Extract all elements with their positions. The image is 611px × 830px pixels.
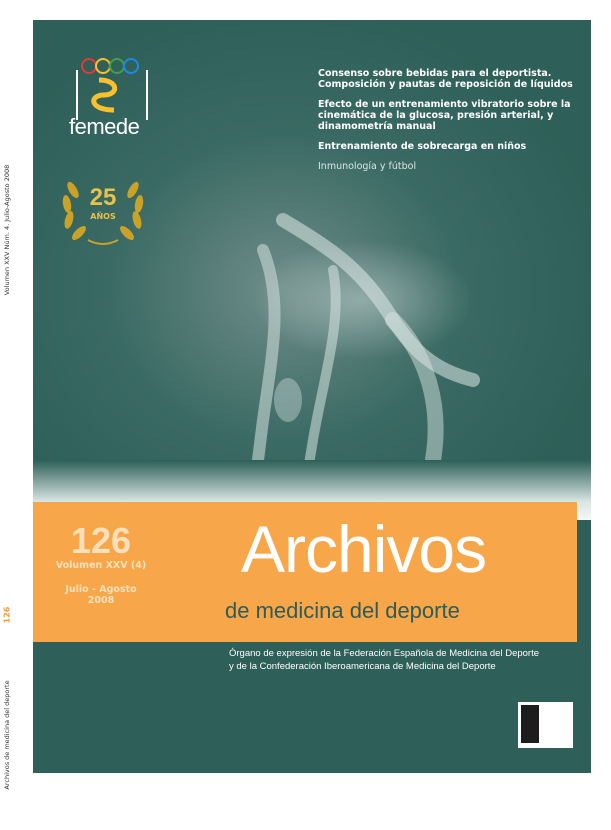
organ-line-1: Órgano de expresión de la Federación Española de Medicina del Deporte bbox=[229, 648, 540, 659]
spine-journal-name: Archivos de medicina del deporte bbox=[3, 680, 11, 790]
organ-statement bbox=[229, 647, 569, 673]
anniversary-badge bbox=[53, 170, 153, 250]
headline-3: Entrenamiento de sobrecarga en niños bbox=[318, 141, 527, 152]
publisher-logo bbox=[518, 702, 573, 748]
spine-volume-text: Volumen XXV Núm. 4. Julio-Agosto 2008 bbox=[3, 164, 11, 296]
publisher-mark-icon bbox=[521, 705, 539, 743]
journal-subtitle: de medicina del deporte bbox=[225, 598, 460, 623]
cover-headlines bbox=[318, 68, 588, 181]
issue-date-months: Julio - Agosto bbox=[65, 584, 137, 595]
anniversary-label: AÑOS bbox=[90, 212, 116, 221]
femede-logo-text: femede bbox=[69, 114, 140, 139]
headline-4: Inmunología y fútbol bbox=[318, 161, 417, 172]
issue-date bbox=[41, 584, 161, 606]
journal-cover bbox=[33, 20, 591, 773]
issue-number: 126 bbox=[70, 520, 132, 561]
headline-1: Consenso sobre bebidas para el deportista. Composición y pautas de reposición de líquidos bbox=[318, 68, 573, 90]
organ-line-2: y de la Confederación Iberoamericana de Medicina del Deporte bbox=[229, 661, 496, 672]
issue-date-year: 2008 bbox=[87, 595, 115, 606]
femede-logo-icon bbox=[69, 50, 159, 120]
femede-logo bbox=[69, 50, 159, 140]
spine-issue-number: 126 bbox=[2, 606, 12, 624]
anniversary-number: 25 bbox=[89, 184, 117, 211]
journal-title: Archivos bbox=[241, 512, 487, 586]
issue-volume: Volumen XXV (4) bbox=[55, 560, 147, 571]
headline-2: Efecto de un entrenamiento vibratorio sobre la cinemática de la glucosa, presión arterial, y dinamometría manual bbox=[318, 99, 571, 132]
